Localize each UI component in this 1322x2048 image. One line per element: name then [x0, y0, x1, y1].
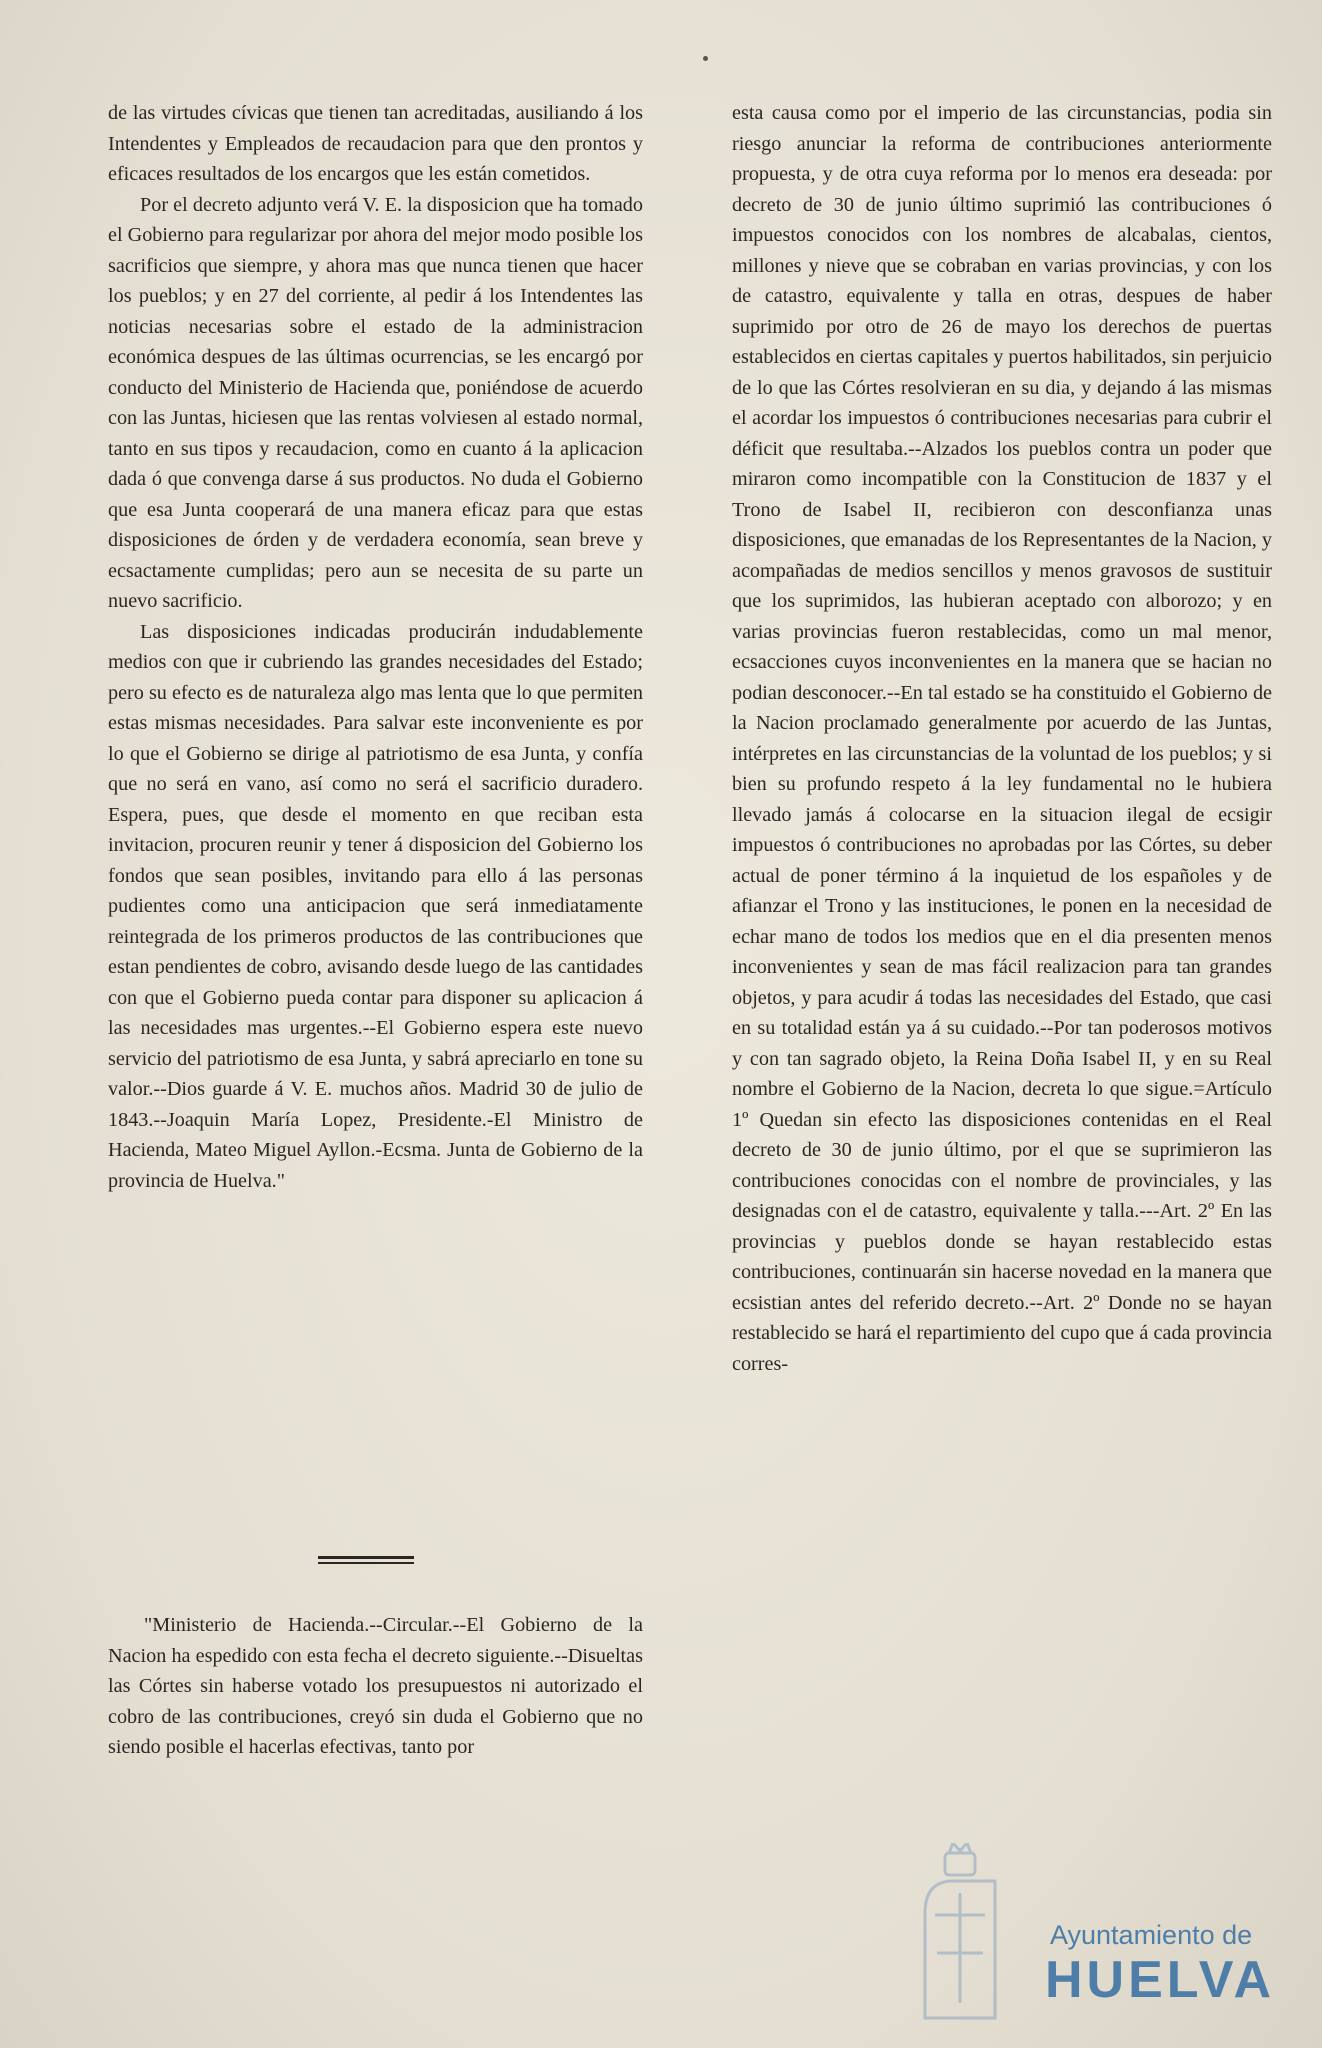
right-paragraph-1: esta causa como por el imperio de las circunstancias, podia sin riesgo anunciar la reforma de contribuciones anteriormente propuesta, y de otra cuya reforma por lo menos era deseada: por decreto de 30 de junio último suprimió las contribuciones ó impuestos conocidos con los nombres de alcabalas, cientos, millones y nieve que se cobraban en varias provincias, y con los de catastro, equivalente y talla en otras, despues de haber suprimido por otro de 26 de mayo los derechos de puertas establecidos en ciertas capitales y puertos habilitados, sin perjuicio de lo que las Córtes resolvieran en su dia, y dejando á las mismas el acordar los impuestos ó contribuciones necesarias para cubrir el déficit que resultaba.--Alzados los pueblos contra un poder que miraron como incompatible con la Constitucion de 1837 y el Trono de Isabel II, recibieron con desconfianza unas disposiciones, que emanadas de los Representantes de la Nacion, y acompañadas de medios sencillos y menos gravosos de sustituir que los suprimidos, las hubieran aceptado con alborozo; y en varias provincias fueron restablecidas, como un mal menor, ecsacciones cuyos inconvenientes en la manera que se hacian no podian desconocer.--En tal estado se ha constituido el Gobierno de la Nacion proclamado generalmente por acuerdo de las Juntas, intérpretes en las circunstancias de la voluntad de los pueblos; y si bien su profundo respeto á la ley fundamental no le hubiera llevado jamás á colocarse en la situacion ilegal de ecsigir impuestos ó contribuciones no aprobadas por las Córtes, su deber actual de poner término á la inquietud de los españoles y de afianzar el Trono y las instituciones, le ponen en la necesidad de echar mano de todos los medios que en el dia presenten menos inconvenientes y sean de mas fácil realizacion para tan grandes objetos, y para acudir á todas las necesidades del Estado, que casi en su totalidad están ya á su cuidado.--Por tan poderosos motivos y con tan sagrado objeto, la Reina Doña Isabel II, y en su Real nombre el Gobierno de la Nacion, decreta lo que sigue.=Artículo 1º Quedan sin efecto las disposiciones contenidas en el Real decreto de 30 de junio último, por el que se suprimieron las contribuciones conocidas con el nombre de provinciales, y las designadas con el de catastro, equivalente y talla.---Art. 2º En las provincias y pueblos donde se hayan restablecido estas contribuciones, continuarán sin hacerse novedad en la manera que ecsistian antes del referido decreto.--Art. 2º Donde no se hayan restablecido se hará el repartimiento del cupo que á cada provincia corres- — [732, 102, 1272, 1375]
left-column — [108, 98, 643, 1196]
right-column — [732, 98, 1272, 1379]
section-separator — [318, 1556, 414, 1568]
left-paragraph-3: Las disposiciones indicadas producirán indudablemente medios con que ir cubriendo las grandes necesidades del Estado; pero su efecto es de naturaleza algo mas lenta que lo que permiten estas mismas necesidades. Para salvar este inconveniente es por lo que el Gobierno se dirige al patriotismo de esa Junta, y confía que no será en vano, así como no será el sacrificio duradero. Espera, pues, que desde el momento en que reciban esta invitacion, procuren reunir y tener á disposicion del Gobierno los fondos que sean posibles, invitando para ello á las personas pudientes como una anticipacion que será inmediatamente reintegrada de los primeros productos de las contribuciones que estan pendientes de cobro, avisando desde luego de las cantidades con que el Gobierno pueda contar para disponer su aplicacion á las necesidades mas urgentes.--El Gobierno espera este nuevo servicio del patriotismo de esa Junta, y sabrá apreciarlo en tone su valor.--Dios guarde á V. E. muchos años. Madrid 30 de julio de 1843.--Joaquin María Lopez, Presidente.-El Ministro de Hacienda, Mateo Miguel Ayllon.-Ecsma. Junta de Gobierno de la provincia de Huelva." — [108, 620, 643, 1192]
page-mark — [703, 56, 708, 61]
left-column-bottom — [108, 1610, 643, 1763]
left-paragraph-2: Por el decreto adjunto verá V. E. la disposicion que ha tomado el Gobierno para regularizar por ahora del mejor modo posible los sacrificios que siempre, y ahora mas que nunca tienen que hacer los pueblos; y en 27 del corriente, al pedir á los Intendentes las noticias necesarias sobre el estado de la administracion económica despues de las últimas ocurrencias, se les encargó por conducto del Ministerio de Hacienda que, poniéndose de acuerdo con las Juntas, hiciesen que las rentas volviesen al estado normal, tanto en sus tipos y recaudacion, como en cuanto á la aplicacion dada ó que convenga darse á sus productos. No duda el Gobierno que esa Junta cooperará de una manera eficaz para que estas disposiciones de órden y de verdadera economía, sean breve y ecsactamente cumplidas; pero aun se necesita de su parte un nuevo sacrificio. — [108, 193, 643, 612]
left-paragraph-1: de las virtudes cívicas que tienen tan acreditadas, ausiliando á los Intendentes y Empleados de recaudacion para que den prontos y eficaces resultados de los encargos que les están cometidos. — [108, 102, 643, 185]
watermark-line-2: HUELVA — [1045, 1951, 1276, 2009]
watermark-line-1: Ayuntamiento de — [1050, 1920, 1253, 1950]
left-paragraph-4: "Ministerio de Hacienda.--Circular.--El Gobierno de la Nacion ha espedido con esta fecha el decreto siguiente.--Disueltas las Córtes sin haberse votado los presupuestos ni autorizado el cobro de las contribuciones, creyó sin duda el Gobierno que no siendo posible el hacerlas efectivas, tanto por — [108, 1614, 643, 1758]
